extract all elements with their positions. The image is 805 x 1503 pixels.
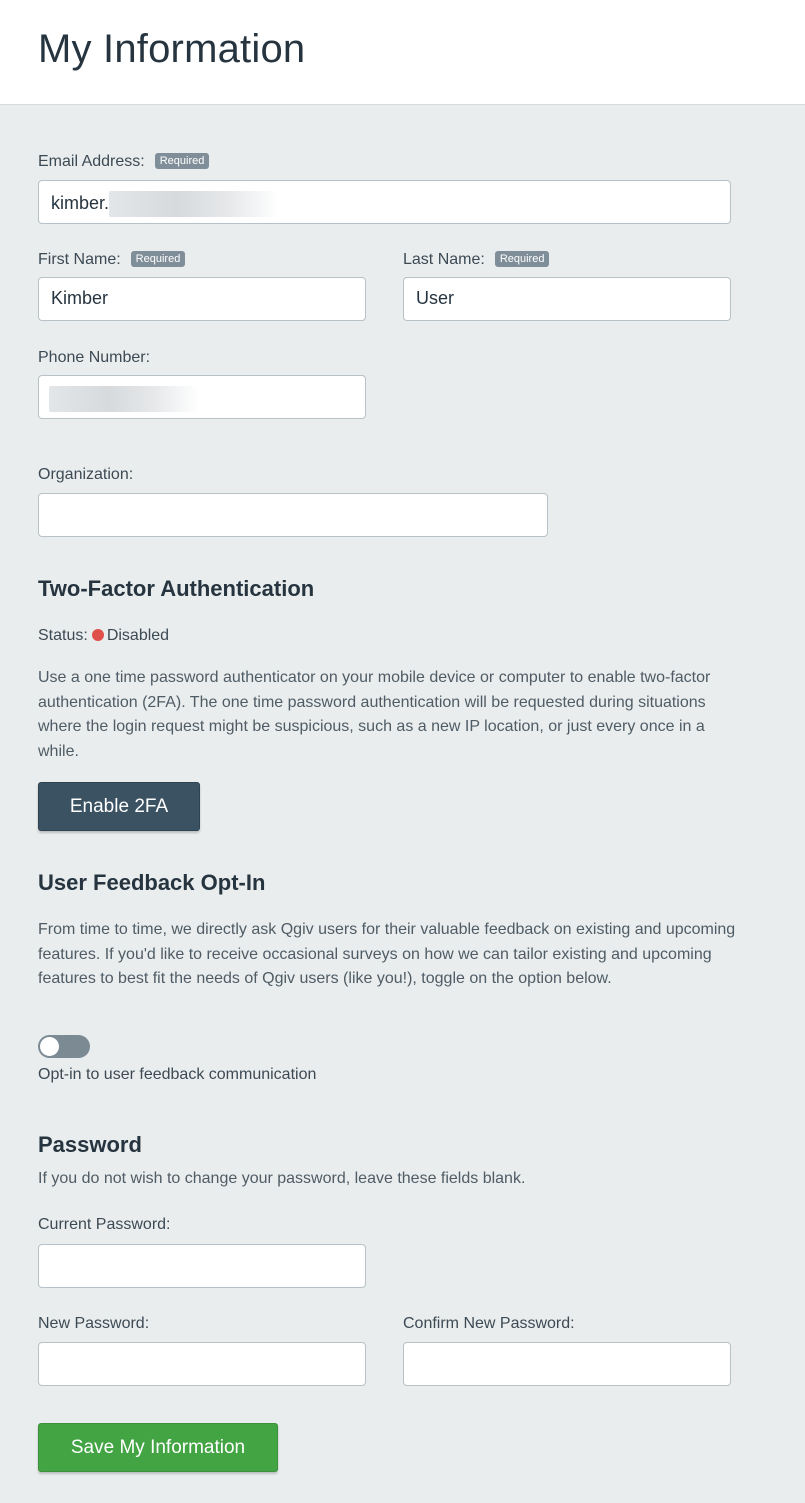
required-badge: Required bbox=[155, 153, 210, 169]
last-name-value: User bbox=[416, 288, 455, 308]
first-name-value: Kimber bbox=[51, 288, 109, 308]
first-name-label-row bbox=[38, 251, 185, 269]
first-name-field[interactable] bbox=[38, 277, 366, 321]
password-note: If you do not wish to change your password, leave these fields blank. bbox=[38, 1170, 526, 1187]
new-password-label: New Password: bbox=[38, 1315, 150, 1332]
status-value: Disabled bbox=[106, 627, 170, 644]
organization-label: Organization: bbox=[38, 466, 134, 483]
phone-redacted bbox=[49, 386, 199, 412]
phone-field[interactable] bbox=[38, 375, 366, 419]
required-badge: Required bbox=[131, 251, 186, 267]
save-my-information-button[interactable]: Save My Information bbox=[38, 1423, 278, 1472]
last-name-label-row bbox=[403, 251, 549, 269]
confirm-password-field[interactable] bbox=[403, 1342, 731, 1386]
email-value: kimber. bbox=[51, 192, 110, 213]
password-heading: Password bbox=[38, 1132, 142, 1157]
status-indicator-icon bbox=[92, 629, 104, 641]
two-factor-heading: Two-Factor Authentication bbox=[38, 576, 315, 601]
feedback-description: From time to time, we directly ask Qgiv users for their valuable feedback on existing and upcoming features. If you'd like to receive occasional surveys on how we can tailor existing and upcoming features to best fit the needs of Qgiv users (like you!), toggle on the option below. bbox=[38, 921, 736, 987]
status-label: Status: bbox=[38, 627, 88, 644]
last-name-label: Last Name: bbox=[403, 251, 485, 268]
enable-2fa-button[interactable]: Enable 2FA bbox=[38, 782, 200, 831]
feedback-toggle-label: Opt-in to user feedback communication bbox=[38, 1066, 317, 1083]
last-name-field[interactable] bbox=[403, 277, 731, 321]
email-label-row bbox=[38, 153, 209, 171]
current-password-field[interactable] bbox=[38, 1244, 366, 1288]
two-factor-status bbox=[38, 627, 169, 645]
organization-field[interactable] bbox=[38, 493, 548, 537]
two-factor-description: Use a one time password authenticator on your mobile device or computer to enable two-factor authentication (2FA). The one time password authentication will be requested during situations where the login request might be suspicious, such as a new IP location, or just every once in a while. bbox=[38, 669, 711, 760]
first-name-label: First Name: bbox=[38, 251, 121, 268]
new-password-field[interactable] bbox=[38, 1342, 366, 1386]
confirm-password-label: Confirm New Password: bbox=[403, 1315, 575, 1332]
phone-label: Phone Number: bbox=[38, 349, 151, 366]
feedback-opt-in-toggle[interactable] bbox=[38, 1035, 90, 1058]
required-badge: Required bbox=[495, 251, 550, 267]
page-header bbox=[0, 0, 805, 105]
page-title: My Information bbox=[38, 27, 306, 71]
toggle-knob bbox=[40, 1037, 59, 1056]
email-label: Email Address: bbox=[38, 153, 145, 170]
feedback-heading: User Feedback Opt-In bbox=[38, 870, 266, 895]
email-field[interactable] bbox=[38, 180, 731, 224]
email-redacted bbox=[109, 191, 279, 217]
current-password-label: Current Password: bbox=[38, 1216, 171, 1233]
